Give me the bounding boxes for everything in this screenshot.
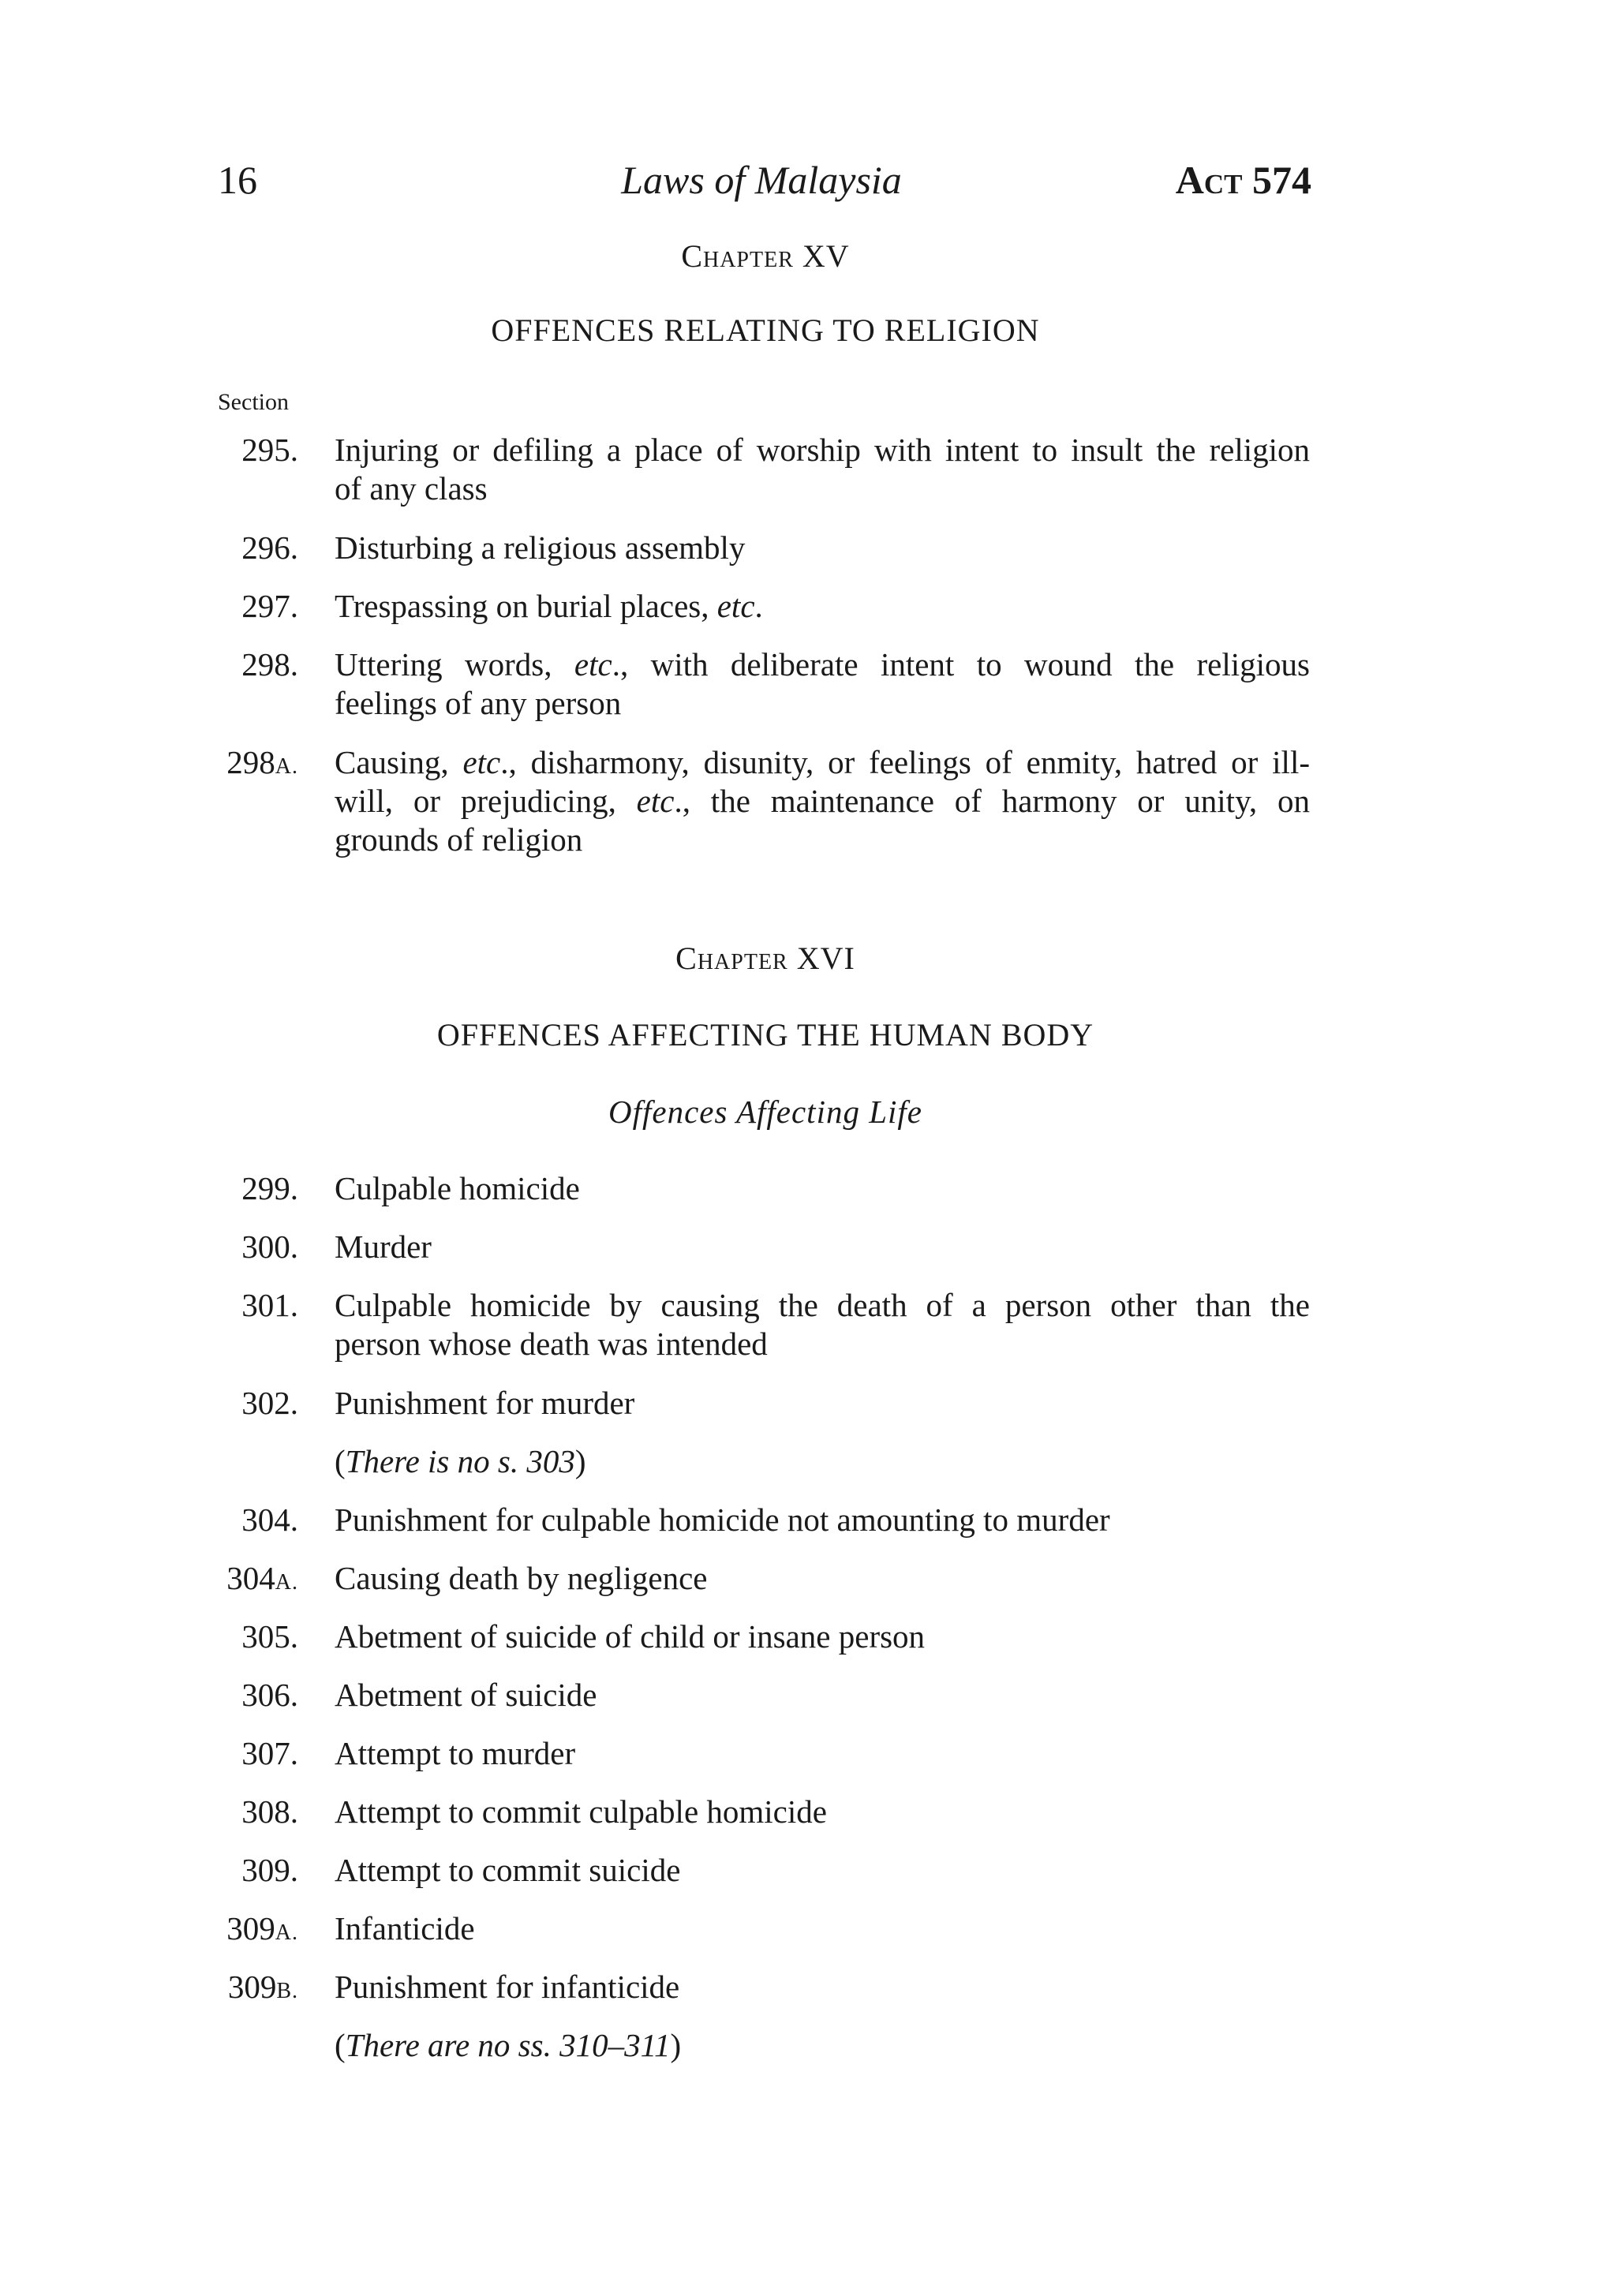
title-part: ., disharmony, disunity, or feelings of enmity, hatred or ill- — [500, 744, 1310, 780]
title-part: ., with deliberate intent to wound the religious — [612, 646, 1310, 682]
number-suffix: B. — [276, 1979, 298, 2003]
running-title: Laws of Malaysia — [621, 158, 902, 202]
section-number — [0, 1968, 298, 2010]
section-title: Punishment for murder — [335, 1385, 635, 1421]
section-title: Murder — [335, 1228, 432, 1265]
section-title: Attempt to murder — [335, 1735, 576, 1771]
section-title: Attempt to commit culpable homicide — [335, 1793, 827, 1830]
section-column-label: Section — [218, 389, 289, 415]
section-number: 305. — [241, 1618, 298, 1655]
section-title: Infanticide — [335, 1910, 475, 1946]
omitted-sections-note — [335, 2026, 1310, 2065]
section-title-cont: grounds of religion — [335, 821, 583, 858]
section-title: Punishment for culpable homicide not amounting to murder — [335, 1501, 1110, 1538]
section-number: 296. — [241, 529, 298, 566]
title-part: Trespassing on burial places, — [335, 588, 717, 624]
section-title: Causing death by negligence — [335, 1560, 708, 1596]
chapter-xvi-label: Chapter XVI — [675, 940, 855, 976]
section-title: Culpable homicide — [335, 1170, 580, 1206]
act-word: Act — [1175, 158, 1243, 202]
section-number: 297. — [241, 588, 298, 624]
title-italic: etc — [636, 783, 675, 819]
section-title: Culpable homicide by causing the death of a person other than the — [335, 1287, 1310, 1323]
section-title-cont: feelings of any person — [335, 685, 622, 721]
section-title: Abetment of suicide — [335, 1677, 597, 1713]
number-digits: 309 — [227, 1969, 277, 2005]
chapter-xvi-subheading: Offences Affecting Life — [608, 1094, 922, 1130]
omitted-section-note — [335, 1442, 1310, 1481]
section-number: 302. — [241, 1385, 298, 1421]
note-paren: ) — [574, 1443, 586, 1479]
title-part: Causing, — [335, 744, 463, 780]
section-number: 306. — [241, 1677, 298, 1713]
number-digits: 298 — [226, 744, 275, 780]
chapter-xv-label: Chapter XV — [681, 238, 850, 274]
title-italic: etc — [574, 646, 612, 682]
section-title: Injuring or defiling a place of worship with intent to insult the religion — [335, 432, 1310, 468]
number-suffix: A. — [275, 1570, 298, 1595]
section-number: 301. — [241, 1287, 298, 1323]
title-part: ., the maintenance of harmony or unity, on — [674, 783, 1310, 819]
section-number: 300. — [241, 1228, 298, 1265]
section-number: 295. — [241, 432, 298, 468]
title-italic: etc — [716, 588, 755, 624]
section-number — [0, 1909, 298, 1952]
section-number: 308. — [241, 1793, 298, 1830]
note-text: There is no s. 303 — [345, 1443, 575, 1479]
chapter-xvi-heading: OFFENCES AFFECTING THE HUMAN BODY — [436, 1017, 1094, 1053]
section-title: Attempt to commit suicide — [335, 1852, 681, 1888]
note-paren: ( — [335, 2027, 346, 2063]
section-number: 299. — [241, 1170, 298, 1206]
note-paren: ) — [670, 2027, 682, 2063]
section-number: 304. — [241, 1501, 298, 1538]
page-number: 16 — [218, 158, 257, 202]
section-title: Abetment of suicide of child or insane person — [335, 1618, 926, 1655]
section-title — [335, 587, 1310, 626]
title-part: . — [754, 588, 763, 624]
title-part: Uttering words, — [335, 646, 574, 682]
note-paren: ( — [335, 1443, 346, 1479]
title-italic: etc — [462, 744, 501, 780]
section-number: 307. — [241, 1735, 298, 1771]
number-digits: 304 — [226, 1560, 275, 1596]
section-title: Disturbing a religious assembly — [335, 529, 746, 566]
section-number — [0, 743, 298, 786]
section-number: 298. — [241, 646, 298, 682]
chapter-xv-heading: OFFENCES RELATING TO RELIGION — [491, 312, 1040, 348]
number-digits: 309 — [226, 1910, 275, 1946]
section-number — [0, 1559, 298, 1602]
section-number: 309. — [241, 1852, 298, 1888]
act-number — [1176, 156, 1311, 204]
note-text: There are no ss. 310–311 — [345, 2027, 671, 2063]
act-digits: 574 — [1252, 158, 1311, 202]
number-suffix: A. — [275, 754, 298, 779]
section-title: Punishment for infanticide — [335, 1969, 680, 2005]
number-suffix: A. — [275, 1920, 298, 1945]
title-part: will, or prejudicing, — [335, 783, 637, 819]
section-title-cont: person whose death was intended — [335, 1326, 768, 1362]
section-title-cont: of any class — [335, 470, 488, 507]
